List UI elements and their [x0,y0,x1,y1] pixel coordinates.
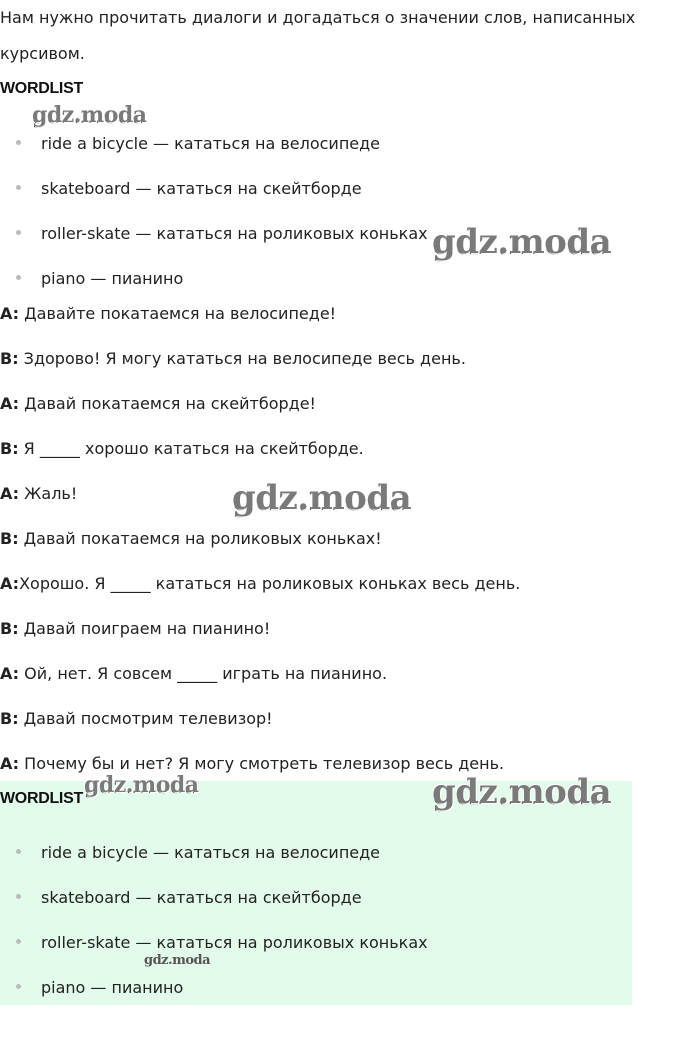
bullet-icon [16,849,21,854]
dialogue-line: B: Давай покатаемся на роликовых коньках! [0,529,382,548]
watermark-logo: gdz.moda [232,478,412,518]
bullet-icon [16,939,21,944]
bullet-icon [16,230,21,235]
wordlist-item: piano — пианино [16,269,183,288]
bullet-icon [16,984,21,989]
wordlist-item: roller-skate — кататься на роликовых коньках [16,224,428,243]
bullet-icon [16,185,21,190]
bullet-icon [16,140,21,145]
watermark-logo: gdz.moda [432,772,612,812]
dialogue-line: A: Давай покатаемся на скейтборде! [0,394,316,413]
bullet-icon [16,894,21,899]
watermark-logo: gdz.moda [432,222,612,262]
bullet-icon [16,275,21,280]
dialogue-line: B: Я _____ хорошо кататься на скейтборде. [0,439,364,458]
intro-line-2: курсивом. [0,44,85,63]
wordlist-heading: WORDLIST [0,80,83,97]
dialogue-line: B: Давай посмотрим телевизор! [0,709,273,728]
wordlist-item: piano — пианино [16,978,183,997]
dialogue-line: B: Давай поиграем на пианино! [0,619,271,638]
dialogue-line: A: Жаль! [0,484,78,503]
dialogue-line: A: Ой, нет. Я совсем _____ играть на пианино. [0,664,388,683]
wordlist-item: ride a bicycle — кататься на велосипеде [16,843,380,862]
dialogue-line: B: Здорово! Я могу кататься на велосипеде весь день. [0,349,466,368]
wordlist-item: skateboard — кататься на скейтборде [16,179,362,198]
watermark-logo: gdz.moda [144,953,211,968]
wordlist-item: roller-skate — кататься на роликовых коньках [16,933,428,952]
intro-line-1: Нам нужно прочитать диалоги и догадаться о значении слов, написанных [0,8,636,27]
dialogue-line: A: Давайте покатаемся на велосипеде! [0,304,337,323]
wordlist-item: skateboard — кататься на скейтборде [16,888,362,907]
watermark-logo: gdz.moda [84,772,199,798]
wordlist-heading: WORDLIST [0,790,83,807]
dialogue-line: A: Почему бы и нет? Я могу смотреть телевизор весь день. [0,754,505,773]
wordlist-item: ride a bicycle — кататься на велосипеде [16,134,380,153]
watermark-logo: gdz.moda [32,102,147,128]
dialogue-line: A:Хорошо. Я _____ кататься на роликовых коньках весь день. [0,574,521,593]
